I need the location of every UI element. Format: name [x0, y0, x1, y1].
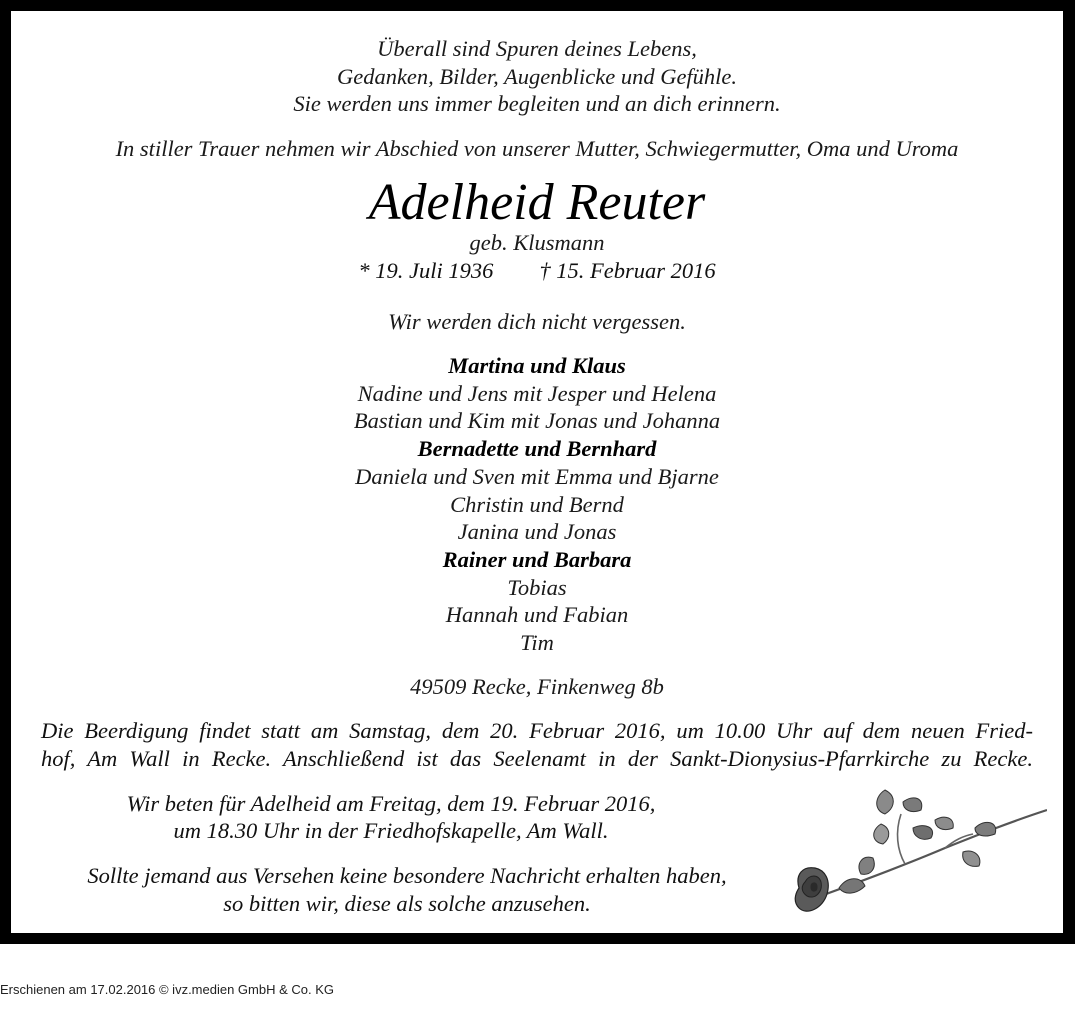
funeral-line-2: hof, Am Wall in Recke. Anschließend ist das Seelenamt in der Sankt-Dionysius-Pfarrkirche zu Recke.	[41, 746, 1033, 771]
rose-icon	[785, 770, 1047, 920]
poem-line-1: Überall sind Spuren deines Lebens,	[377, 36, 697, 61]
mourner-line: Bernadette und Bernhard	[417, 436, 657, 461]
intro-text: In stiller Trauer nehmen wir Abschied von unserer Mutter, Schwiegermutter, Oma und Uroma	[115, 136, 959, 161]
mourner-line: Hannah und Fabian	[445, 602, 629, 627]
deceased-name: Adelheid Reuter	[368, 174, 706, 231]
mourner-line: Daniela und Sven mit Emma und Bjarne	[355, 464, 719, 489]
birth-date: * 19. Juli 1936	[358, 258, 494, 283]
funeral-line-1: Die Beerdigung findet statt am Samstag, dem 20. Februar 2016, um 10.00 Uhr auf dem neuen Fried-	[41, 718, 1033, 743]
life-dates	[11, 257, 1063, 285]
mourner-line: Rainer und Barbara	[442, 547, 632, 572]
address: 49509 Recke, Finkenweg 8b	[410, 674, 664, 699]
maiden-name: geb. Klusmann	[469, 230, 605, 255]
poem-line-3: Sie werden uns immer begleiten und an dich erinnern.	[293, 91, 781, 116]
death-date: † 15. Februar 2016	[539, 258, 716, 283]
poem-line-2: Gedanken, Bilder, Augenblicke und Gefühle.	[336, 64, 738, 89]
notice-line-1: Sollte jemand aus Versehen keine besondere Nachricht erhalten haben,	[87, 863, 727, 888]
prayer-line-2: um 18.30 Uhr in der Friedhofskapelle, Am Wall.	[173, 818, 609, 843]
mourner-line: Christin und Bernd	[450, 492, 624, 517]
mourner-line: Bastian und Kim mit Jonas und Johanna	[353, 408, 721, 433]
mourner-line: Tim	[520, 630, 554, 655]
publication-footer: Erschienen am 17.02.2016 © ivz.medien GmbH & Co. KG	[0, 982, 335, 997]
farewell-text: Wir werden dich nicht vergessen.	[388, 309, 686, 334]
notice-line-2: so bitten wir, diese als solche anzusehen.	[223, 891, 591, 916]
mourner-line: Martina und Klaus	[448, 353, 626, 378]
mourner-line: Nadine und Jens mit Jesper und Helena	[357, 381, 717, 406]
mourner-line: Janina und Jonas	[457, 519, 617, 544]
mourner-line: Tobias	[507, 575, 567, 600]
prayer-line-1: Wir beten für Adelheid am Freitag, dem 19. Februar 2016,	[126, 791, 656, 816]
